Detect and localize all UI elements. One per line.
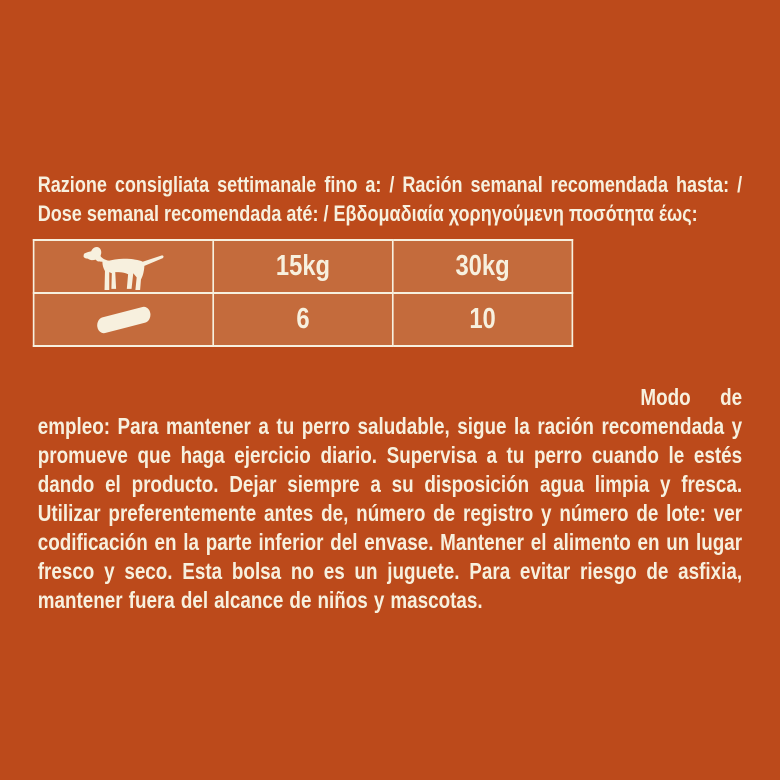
- table-row-weights: [34, 240, 573, 293]
- table-row-sticks: [34, 293, 573, 346]
- table-cell-weight-2: 30kg: [393, 240, 573, 293]
- table-cell-sticks-1: 6: [213, 293, 393, 346]
- table-cell-dog: [34, 240, 214, 293]
- table-cell-sticks-2: 10: [393, 293, 573, 346]
- usage-instructions-paragraph: Modo de empleo: Para mantener a tu perro saludable, sigue la ración recomendada y promueve que haga ejercicio diario. Supervisa a tu perro cuando le estés dando el producto. Dejar siempre a su disposición agua limpia y fresca. Utilizar preferentemente antes de, número de registro y número de lote: ver codificación en la parte inferior del envase. Mantener el alimento en un lugar fresco y seco. Esta bolsa no es un juguete. Para evitar riesgo de asfixia, mantener fuera del alcance de niños y mascotas.: [37, 384, 743, 613]
- feeding-recommendation-heading: Razione consigliata settimanale fino a: / Ración semanal recomendada hasta: / Dose semanal recomendada até: / Εβδομαδιαία χορηγούμενη ποσότητα έως:: [37, 172, 743, 226]
- treat-stick-icon: [96, 305, 152, 334]
- dosage-table: [33, 239, 573, 347]
- table-cell-treat: [34, 293, 214, 346]
- dog-icon: [76, 245, 171, 291]
- table-cell-weight-1: 15kg: [213, 240, 393, 293]
